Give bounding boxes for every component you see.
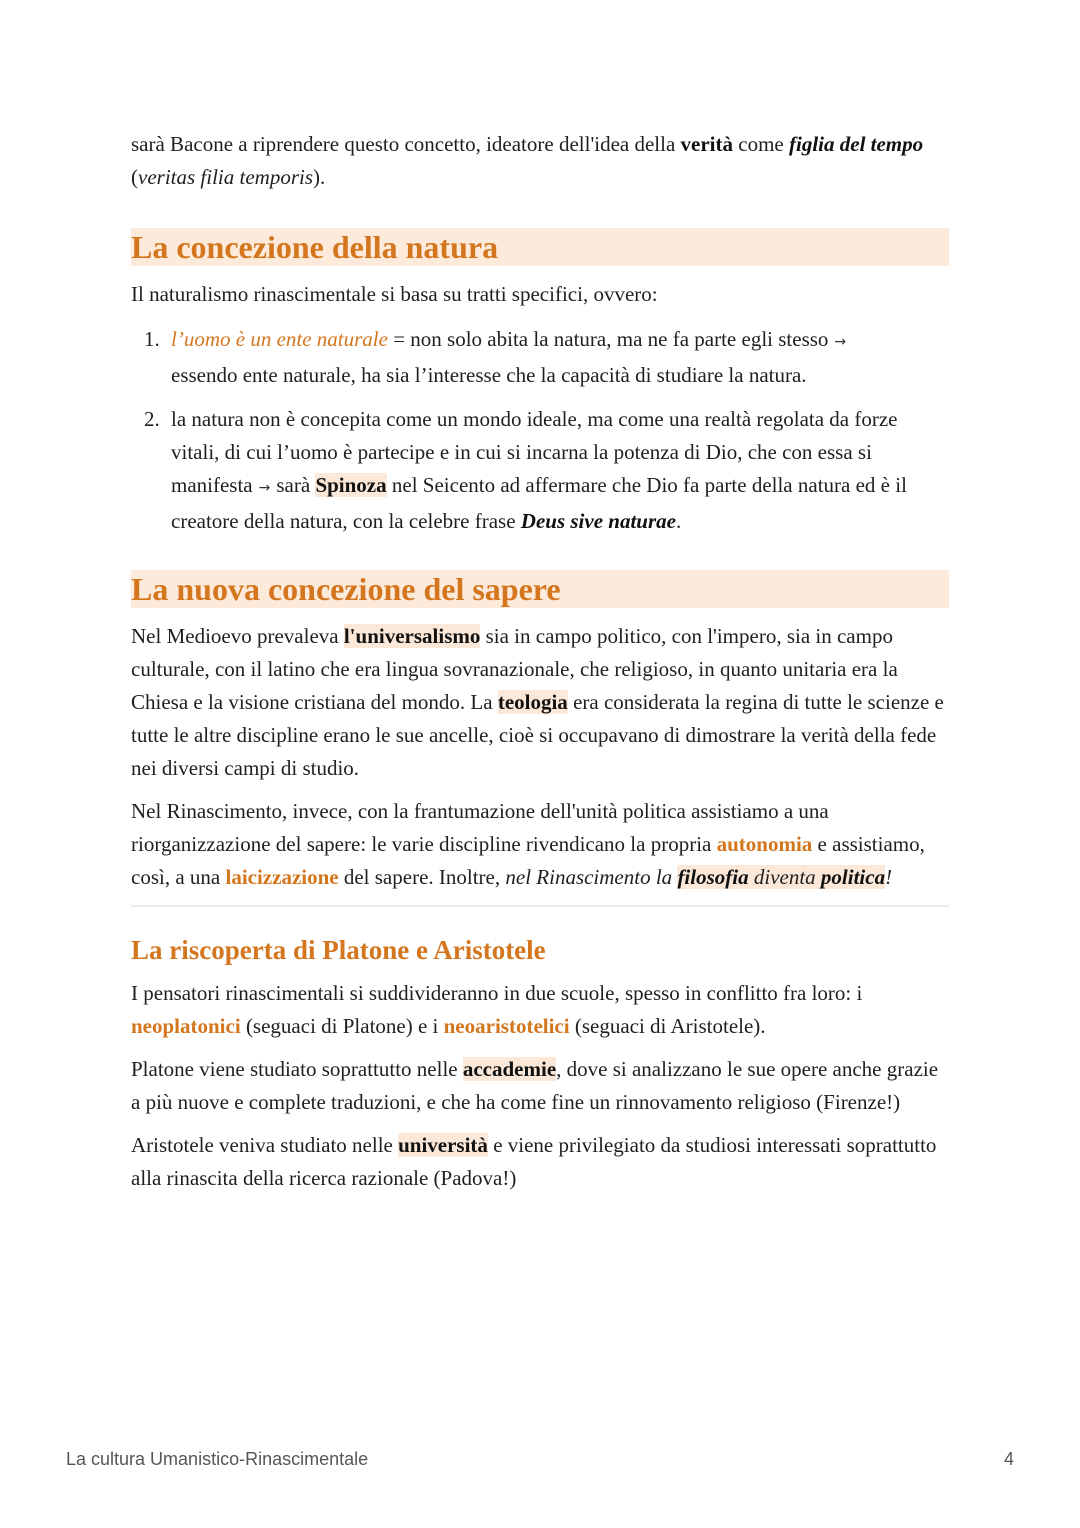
natura-list — [131, 323, 949, 538]
section-heading-sapere: La nuova concezione del sapere — [131, 570, 949, 608]
section-divider — [131, 905, 949, 907]
section1-lead: Il naturalismo rinascimentale si basa su tratti specifici, ovvero: — [131, 282, 658, 306]
list-item: 1. l’uomo è un ente naturale = non solo abita la natura, ma ne fa parte egli stesso → essendo ente naturale, ha sia l’interesse che la capacità di studiare la natura. — [131, 323, 949, 392]
document-page — [131, 128, 949, 1195]
list-item: 2. la natura non è concepita come un mondo ideale, ma come una realtà regolata da forze vitali, di cui l’uomo è partecipe e in cui si incarna la potenza di Dio, che con essa si manifesta → sarà Spinoza nel Seicento ad affermare che Dio fa parte della natura ed è il creatore della natura, con la celebre frase Deus sive naturae. — [144, 407, 907, 533]
intro-paragraph: sarà Bacone a riprendere questo concetto, ideatore dell'idea della verità come figlia del tempo (veritas filia temporis). — [131, 132, 924, 189]
arrow-right-icon: → — [258, 480, 271, 496]
riscoperta-paragraph-3: Aristotele veniva studiato nelle università e viene privilegiato da studiosi interessati soprattutto alla rinascita della ricerca razionale (Padova!) — [131, 1133, 937, 1190]
section-heading-natura: La concezione della natura — [131, 228, 949, 266]
riscoperta-paragraph-2: Platone viene studiato soprattutto nelle accademie, dove si analizzano le sue opere anche grazie a più nuove e complete traduzioni, e che ha come fine un rinnovamento religioso (Firenze!) — [131, 1057, 939, 1114]
section-heading-platone-aristotele: La riscoperta di Platone e Aristotele — [131, 935, 546, 965]
arrow-right-icon: → — [834, 334, 847, 350]
page-number: 4 — [1004, 1449, 1015, 1469]
footer-title: La cultura Umanistico-Rinascimentale — [66, 1449, 369, 1469]
sapere-paragraph-2: Nel Rinascimento, invece, con la frantumazione dell'unità politica assistiamo a una riorganizzazione del sapere: le varie discipline rivendicano la propria autonomia e assistiamo, così, a una laicizzazione del sapere. Inoltre, nel Rinascimento la filosofia diventa politica! — [131, 799, 925, 889]
riscoperta-paragraph-1: I pensatori rinascimentali si suddivideranno in due scuole, spesso in conflitto fra loro: i neoplatonici (seguaci di Platone) e i neoaristotelici (seguaci di Aristotele). — [131, 981, 863, 1038]
sapere-paragraph-1: Nel Medioevo prevaleva l'universalismo sia in campo politico, con l'impero, sia in campo culturale, con il latino che era lingua sovranazionale, che religioso, in quanto unitaria era la Chiesa e la visione cristiana del mondo. La teologia era considerata la regina di tutte le scienze e tutte le altre discipline erano le sue ancelle, cioè si occupavano di dimostrare la verità della fede nei diversi campi di studio. — [131, 624, 944, 780]
